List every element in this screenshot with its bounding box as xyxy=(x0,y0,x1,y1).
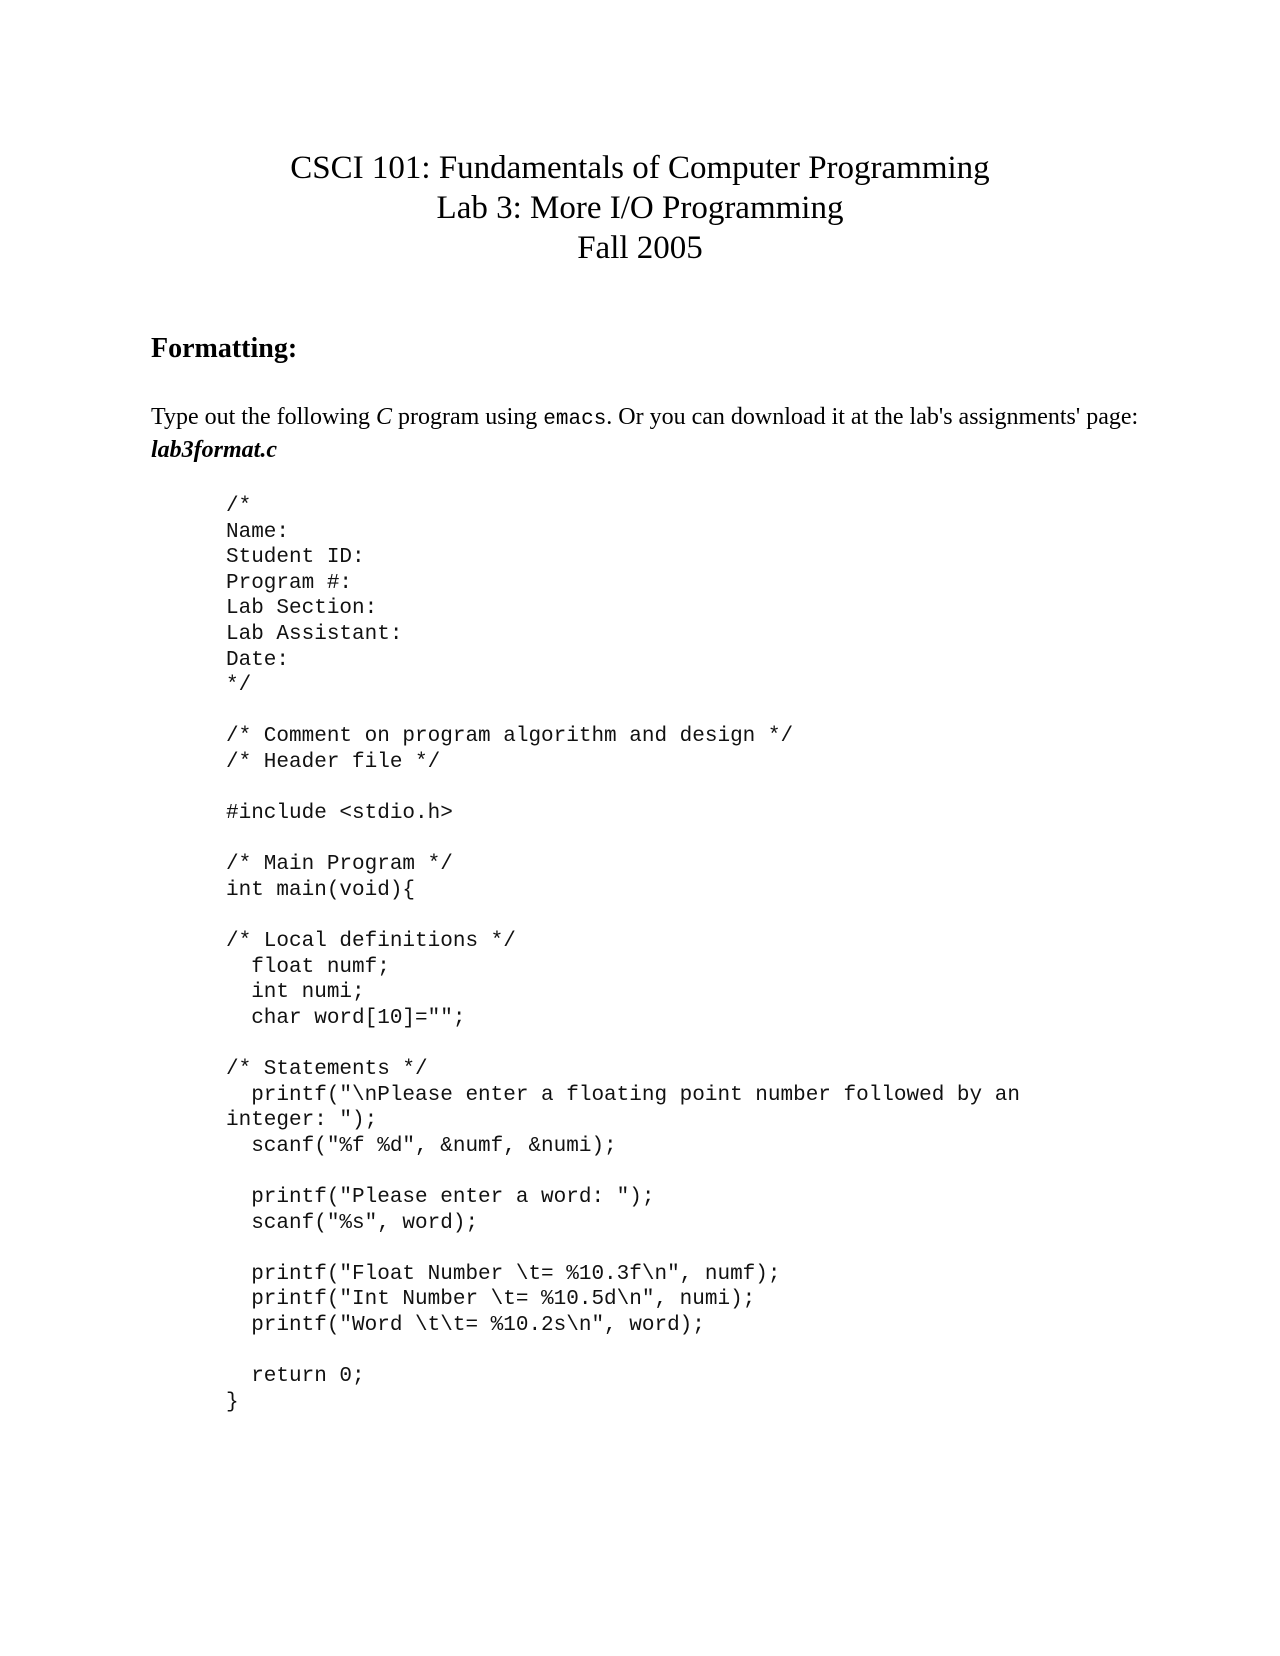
code-line: scanf("%s", word); xyxy=(226,1211,479,1235)
section-heading: Formatting: xyxy=(151,333,298,364)
code-line: scanf("%f %d", &numf, &numi); xyxy=(226,1134,617,1158)
code-line: /* Main Program */ xyxy=(226,853,453,877)
code-line: Student ID: xyxy=(226,546,365,570)
code-line: float numf; xyxy=(226,955,390,979)
code-line: int main(void){ xyxy=(226,878,416,902)
download-filename: lab3format.c xyxy=(151,437,277,463)
course-title: CSCI 101: Fundamentals of Computer Programming xyxy=(290,150,990,186)
code-line: integer: "); xyxy=(226,1109,378,1133)
code-line: /* Local definitions */ xyxy=(226,930,516,954)
code-line: char word[10]=""; xyxy=(226,1006,466,1030)
intro-text-2: program using xyxy=(391,404,544,430)
code-line: printf("\nPlease enter a floating point number followed by an xyxy=(226,1083,1020,1107)
code-line: printf("Int Number \t= %10.5d\n", numi); xyxy=(226,1288,756,1312)
code-line: Lab Assistant: xyxy=(226,622,403,646)
code-line: Date: xyxy=(226,648,290,672)
code-listing xyxy=(226,494,1020,1415)
code-line: Name: xyxy=(226,520,290,544)
intro-paragraph xyxy=(151,402,1151,466)
code-line: */ xyxy=(226,674,252,698)
code-line: /* Statements */ xyxy=(226,1058,428,1082)
code-line: #include <stdio.h> xyxy=(226,802,453,826)
code-line: } xyxy=(226,1390,239,1414)
term-title: Fall 2005 xyxy=(577,230,703,266)
code-line: printf("Word \t\t= %10.2s\n", word); xyxy=(226,1314,705,1337)
code-line: /* xyxy=(226,495,252,518)
code-line: /* Header file */ xyxy=(226,750,441,774)
code-line: printf("Float Number \t= %10.3f\n", numf); xyxy=(226,1262,781,1286)
code-line: int numi; xyxy=(226,981,365,1005)
intro-text-1: Type out the following xyxy=(151,404,376,430)
editor-name: emacs xyxy=(543,408,607,431)
code-line: Lab Section: xyxy=(226,597,378,621)
language-name: C xyxy=(375,404,392,430)
intro-text-3: . Or you can download it at the lab's assignments' page: xyxy=(606,404,1139,430)
code-line: Program #: xyxy=(226,571,353,595)
code-line: /* Comment on program algorithm and design */ xyxy=(226,725,794,749)
lab-title: Lab 3: More I/O Programming xyxy=(436,190,844,226)
code-line: printf("Please enter a word: "); xyxy=(226,1186,655,1210)
code-line: return 0; xyxy=(226,1365,365,1389)
document-title xyxy=(0,148,1280,268)
